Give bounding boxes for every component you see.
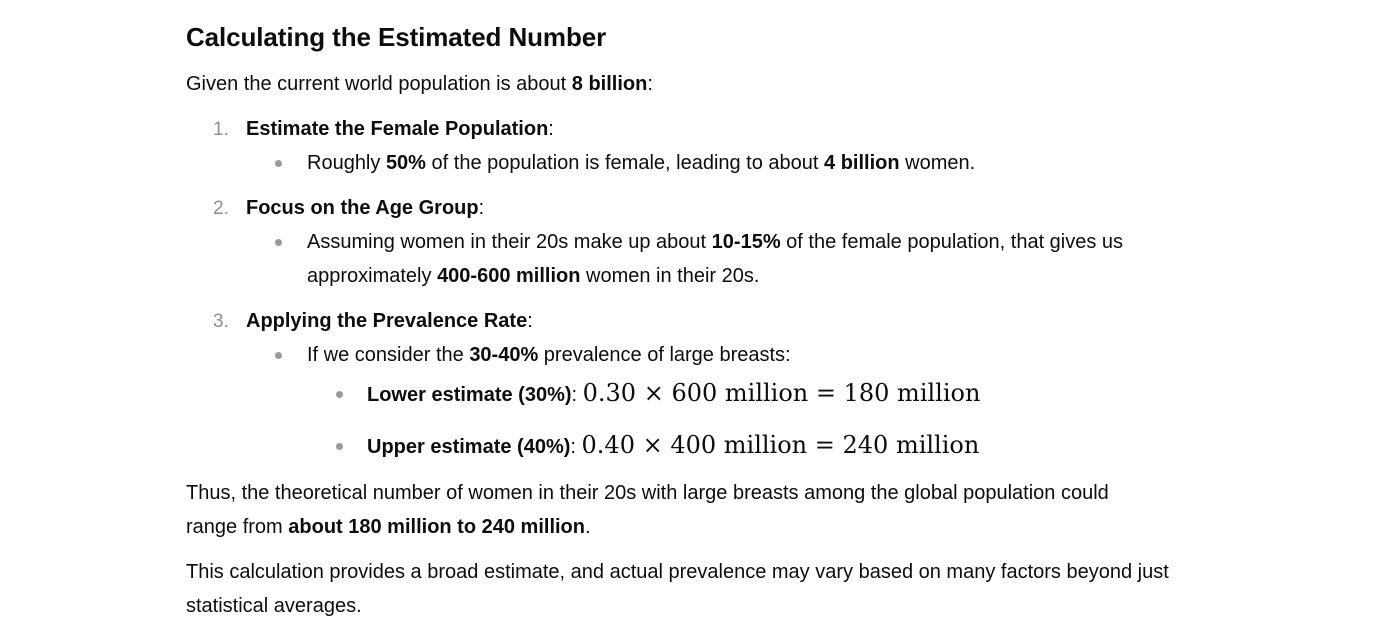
- step-2-bullet-line-1: Assuming women in their 20s make up about 10-15% of the female population, that gives us: [307, 231, 1124, 253]
- step-title-2: Focus on the Age Group:: [246, 197, 485, 219]
- bullet-dot: [336, 391, 343, 398]
- upper-estimate: Upper estimate (40%): 0.40 × 400 million = 240 million: [367, 431, 980, 459]
- closing-line-2: statistical averages.: [186, 595, 362, 617]
- population-value: 8 billion: [571, 73, 648, 95]
- closing-line-1: This calculation provides a broad estimate, and actual prevalence may vary based on many factors beyond just: [186, 561, 1169, 583]
- lower-estimate-formula: 0.30 × 600 million = 180 million: [582, 379, 981, 407]
- step-1-bullet: Roughly 50% of the population is female, leading to about 4 billion women.: [307, 152, 976, 174]
- step-number-1: 1.: [213, 119, 229, 140]
- step-number-3: 3.: [213, 311, 229, 332]
- lower-estimate: Lower estimate (30%): 0.30 × 600 million = 180 million: [367, 379, 981, 407]
- bullet-dot: [275, 352, 282, 359]
- bullet-dot: [275, 239, 282, 246]
- bullet-dot: [275, 160, 282, 167]
- step-title-1: Estimate the Female Population:: [246, 118, 554, 140]
- intro-paragraph: Given the current world population is about 8 billion:: [186, 73, 653, 95]
- step-title-3: Applying the Prevalence Rate:: [246, 310, 533, 332]
- step-3-bullet: If we consider the 30-40% prevalence of large breasts:: [307, 344, 791, 366]
- bullet-dot: [336, 443, 343, 450]
- conclusion-line-2: range from about 180 million to 240 million.: [186, 516, 591, 538]
- step-2-bullet-line-2: approximately 400-600 million women in their 20s.: [307, 265, 760, 287]
- conclusion-line-1: Thus, the theoretical number of women in their 20s with large breasts among the global population could: [186, 482, 1109, 504]
- upper-estimate-formula: 0.40 × 400 million = 240 million: [581, 431, 980, 459]
- step-number-2: 2.: [213, 198, 229, 219]
- section-heading: Calculating the Estimated Number: [186, 22, 607, 52]
